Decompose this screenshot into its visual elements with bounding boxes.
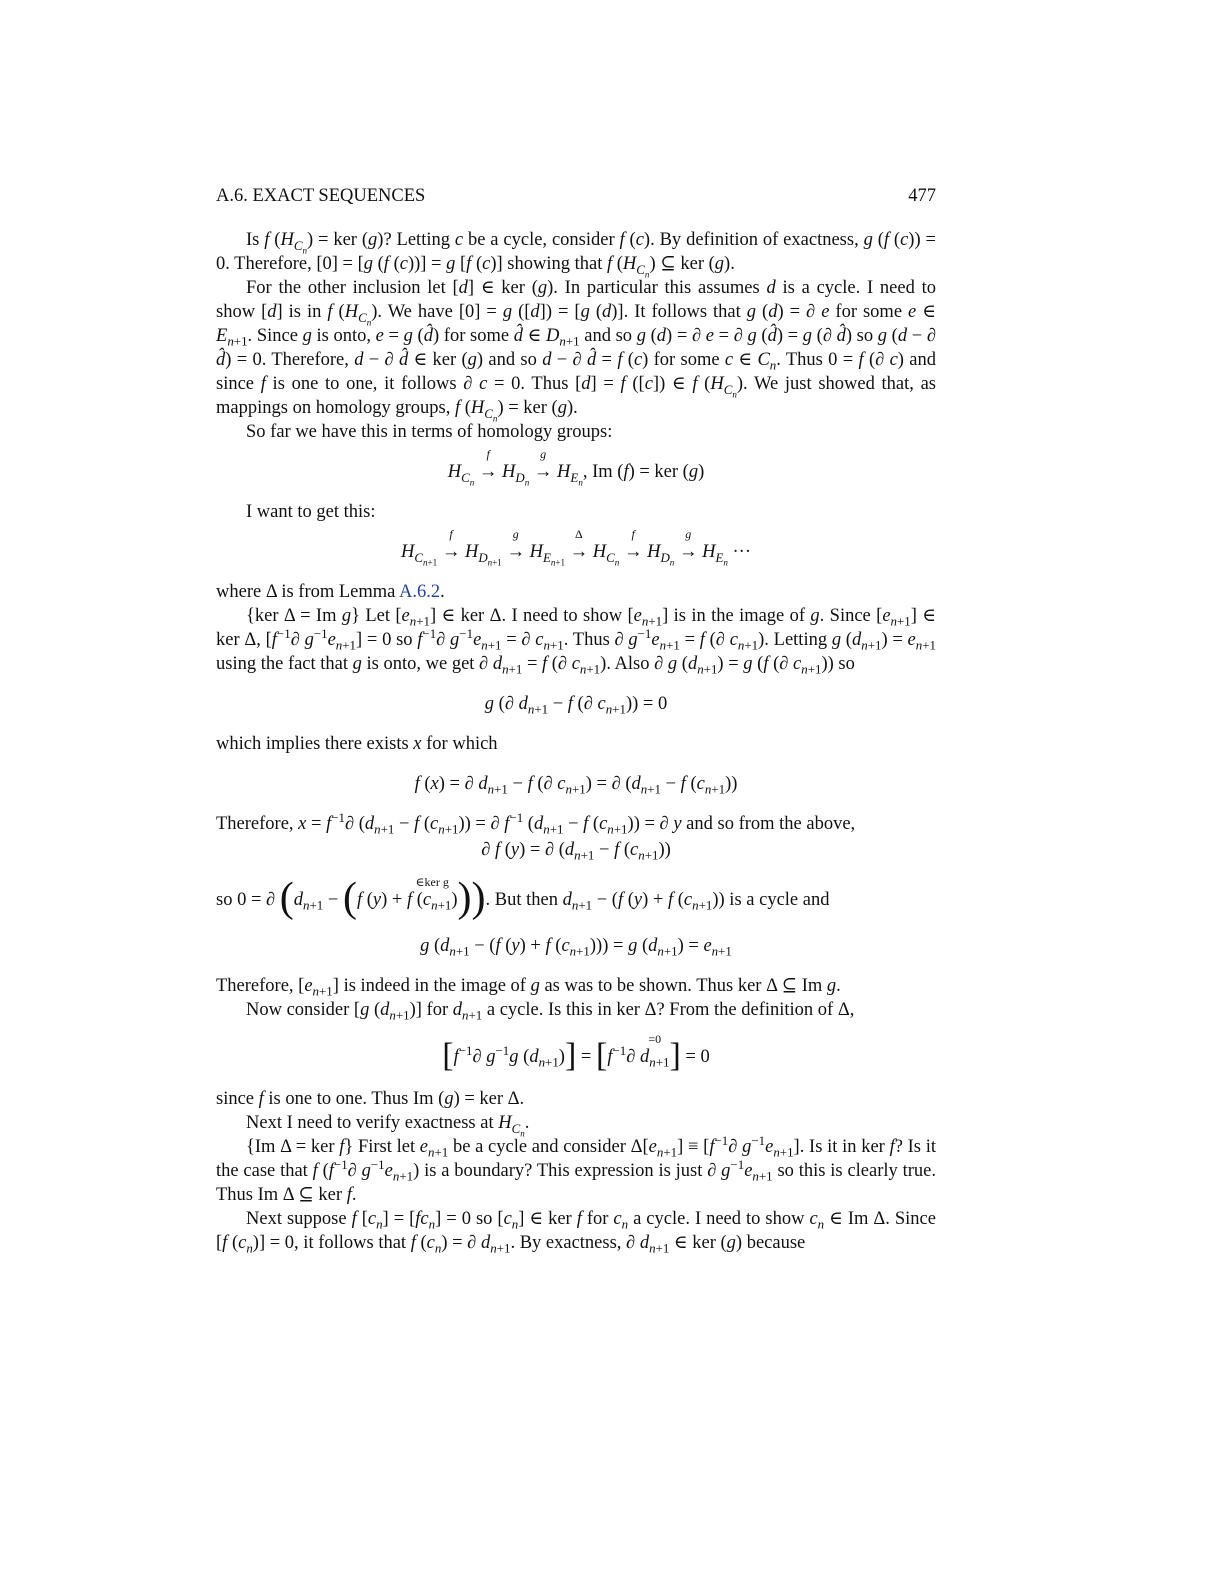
paragraph-10: Therefore, $[e_{n+1}]$ is indeed in the image of g as was to be shown. Thus ker Δ ⊆ Im g.	[216, 976, 841, 999]
section-title: A.6. EXACT SEQUENCES	[216, 186, 426, 206]
paragraph-14: {Im Δ = ker f} First let $e_{n+1}$ be a cycle and consider $\Delta[e_{n+1}] \equiv [f^{-1}\partial$ $g^{-1}e_{n+1}$]. Is it in ker f? Is it the case that f ($f^{-1}\partial$ $g^{-1}e_{n+1}$) is a boundary? This expression is just ∂ $g^{-1}e_{n+1}$ so this is clearly true. Thus Im Δ ⊆ ker f.	[216, 1132, 936, 1205]
paragraph-11: Now consider [g $(d_{n+1})$] for $d_{n+1}$ a cycle. Is this in ker Δ? From the definition of Δ,	[246, 1000, 855, 1023]
ker-g-annotation: ∈ker g	[415, 875, 449, 889]
paragraph-9: so 0 = ∂ ($d_{n+1} - (f$ (y) + ∈ker g f $(c_{n+1})$)). But then $d_{n+1} - (f$ (y) + f $(c_{n+1})$) is a cycle and	[216, 875, 830, 921]
display-equation-5: ∂ f (y) = ∂ ($d_{n+1} - f$ $(c_{n+1})$)	[481, 840, 671, 863]
paragraph-3: So far we have this in terms of homology groups:	[246, 422, 613, 442]
display-equation-1: $H_{C_n}$ f → $H_{D_n}$ g → $H_{E_n}$, Im (f) = ker (g)	[447, 447, 705, 488]
display-equation-7: [$f^{-1}\partial$ $g^{-1}g$ $(d_{n+1})] = [f^{-1}\partial$ =0 $d_{n+1}] = 0$	[442, 1032, 710, 1074]
paragraph-6: {ker Δ = Im g} Let $[e_{n+1}]$ ∈ ker Δ. I need to show $[e_{n+1}]$ is in the image of g. Since $[e_{n+1}]$ ∈ ker Δ, [$f^{-1}\partial$ $g^{-1}e_{n+1}] = 0$ so $f^{-1}\partial$ $g^{-1}e_{n+1}$ = ∂ $c_{n+1}$. Thus ∂ $g^{-1}e_{n+1} = f$ (∂ $c_{n+1}$). Letting g $(d_{n+1}) = e_{n+1}$ using the fact that g is onto, we get ∂ $d_{n+1} = f$ (∂ $c_{n+1}$). Also ∂ g $(d_{n+1}) = g$ (f (∂ $c_{n+1}$)) so	[216, 606, 936, 677]
paragraph-13: Next I need to verify exactness at $H_{C_n}$.	[246, 1113, 530, 1139]
paragraph-2: For the other inclusion let [d] ∈ ker (g). In particular this assumes d is a cycle. I need to show [d] is in f $(H_{C_n})$. We have [0] = g ([d]) = [g (d)]. It follows that g (d) = ∂ e for some e ∈ $E_{n+1}$. Since g is onto, e = g (d̂) for some d̂ ∈ $D_{n+1}$ and so g (d) = ∂ e = ∂ g (d̂) = g (∂ d̂) so g (d − ∂ d̂) = 0. Therefore, d − ∂ d̂ ∈ ker (g) and so d − ∂ d̂ = f (c) for some c ∈ $C_n$. Thus 0 = f (∂ c) and since f is one to one, it follows ∂ c = 0. Thus [d] = f ([c]) ∈ f $(H_{C_n})$. We just showed that, as mappings on homology groups, f $(H_{C_n})$ = ker (g).	[216, 278, 937, 424]
paragraph-5: where Δ is from Lemma A.6.2.	[216, 582, 445, 602]
paragraph-15: Next suppose f $[c_n] = [fc_n] = 0$ so $[c_n]$ ∈ ker f for $c_n$ a cycle. I need to show $c_n$ ∈ Im Δ. Since [f $(c_n)] = 0$, it follows that f $(c_n)$ = ∂ $d_{n+1}$. By exactness, ∂ $d_{n+1}$ ∈ ker (g) because	[216, 1209, 936, 1256]
lemma-link[interactable]: A.6.2	[398, 582, 441, 602]
paragraph-12: since f is one to one. Thus Im (g) = ker Δ.	[216, 1089, 525, 1109]
display-equation-3: g (∂ $d_{n+1} - f$ (∂ $c_{n+1})) = 0$	[484, 694, 668, 717]
running-header	[216, 184, 936, 208]
display-equation-4: f (x) = ∂ $d_{n+1} - f$ (∂ $c_{n+1}$) = ∂ ($d_{n+1} - f$ $(c_{n+1})$)	[414, 774, 738, 797]
page-content	[216, 184, 936, 1255]
paragraph-1: Is f $(H_{C_n})$ = ker (g)? Letting c be a cycle, consider f (c). By definition of exactness, g (f (c)) = 0. Therefore, [0] = [g (f (c))] = g [f (c)] showing that f $(H_{C_n})$ ⊆ ker (g).	[216, 230, 936, 280]
page-number: 477	[908, 186, 936, 206]
paragraph-4: I want to get this:	[246, 502, 376, 522]
display-equation-2: $H_{C_{n+1}}$ f → $H_{D_{n+1}}$ g → $H_{E_{n+1}}$ Δ → $H_{C_n}$ f → $H_{D_n}$ g → $H_{E_n}$ ···	[401, 527, 751, 568]
paragraph-7: which implies there exists x for which	[216, 734, 498, 754]
paragraph-8: Therefore, $x = f^{-1}\partial$ ($d_{n+1} - f$ $(c_{n+1})$) = ∂ $f^{-1}$ ($d_{n+1} - f$ $(c_{n+1})$) = ∂ y and so from the above,	[216, 809, 856, 837]
eq-zero-annotation: =0	[648, 1032, 662, 1046]
display-equation-6: g ($d_{n+1} - (f$ (y) + f $(c_{n+1}))) = g$ $(d_{n+1}) = e_{n+1}$	[420, 936, 732, 959]
